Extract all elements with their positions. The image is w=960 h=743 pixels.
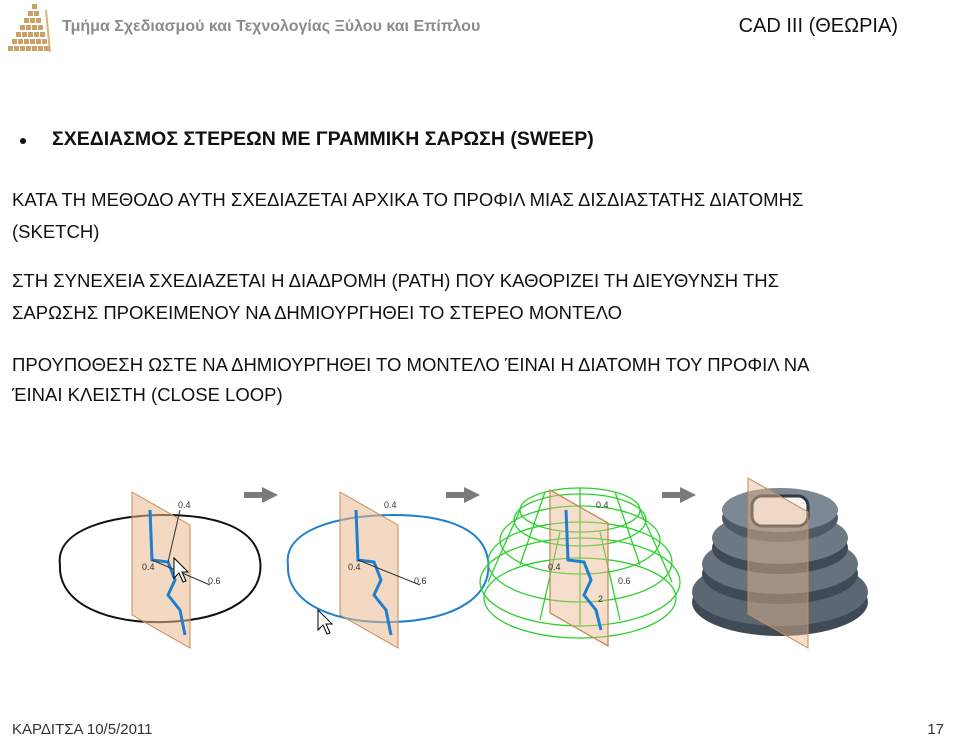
department-logo <box>6 2 58 58</box>
step-sketch <box>60 492 261 648</box>
slide-title: ΣΧΕΔΙΑΣΜΟΣ ΣΤΕΡΕΩΝ ΜΕ ΓΡΑΜΜΙΚΗ ΣΑΡΩΣΗ (SWEEP) <box>52 128 594 150</box>
paragraph-line: ΚΑΤΑ ΤΗ ΜΕΘΟΔΟ ΑΥΤΗ ΣΧΕΔΙΑΖΕΤΑΙ ΑΡΧΙΚΑ ΤΟ ΠΡΟΦΙΛ ΜΙΑΣ ΔΙΣΔΙΑΣΤΑΤΗΣ ΔΙΑΤΟΜΗΣ <box>12 189 804 210</box>
arrow-right-icon <box>662 487 696 503</box>
dim-label: 0.6 <box>208 576 221 586</box>
paragraph-condition <box>12 352 942 408</box>
page-number: 17 <box>927 721 944 738</box>
paragraph-line: (SKETCH) <box>12 221 100 242</box>
dim-label: 0.4 <box>596 500 609 510</box>
dim-label: 0.4 <box>548 562 561 572</box>
step-wireframe <box>480 488 680 646</box>
course-title: CAD III (ΘΕΩΡΙΑ) <box>738 15 898 37</box>
dim-label: 0.6 <box>618 576 631 586</box>
paragraph-line: ΣΤΗ ΣΥΝΕΧΕΙΑ ΣΧΕΔΙΑΖΕΤΑΙ Η ΔΙΑΔΡΟΜΗ (PATH) ΠΟΥ ΚΑΘΟΡΙΖΕΙ ΤΗ ΔΙΕΥΘΥΝΣΗ ΤΗΣ <box>12 270 780 291</box>
paragraph-method <box>12 187 942 245</box>
dim-label: 0.4 <box>384 500 397 510</box>
paragraph-line: ΈΙΝΑΙ ΚΛΕΙΣΤΗ (CLOSE LOOP) <box>12 384 283 405</box>
paragraph-line: ΠΡΟΥΠΟΘΕΣΗ ΩΣΤΕ ΝΑ ΔΗΜΙΟΥΡΓΗΘΕΙ ΤΟ ΜΟΝΤΕΛΟ ΈΙΝΑΙ Η ΔΙΑΤΟΜΗ ΤΟΥ ΠΡΟΦΙΛ ΝΑ <box>12 354 810 375</box>
bullet-icon <box>20 138 26 144</box>
arrow-right-icon <box>446 487 480 503</box>
paragraph-line: ΣΑΡΩΣΗΣ ΠΡΟΚΕΙΜΕΝΟΥ ΝΑ ΔΗΜΙΟΥΡΓΗΘΕΙ ΤΟ ΣΤΕΡΕΟ ΜΟΝΤΕΛΟ <box>12 302 622 323</box>
paragraph-path <box>12 268 942 326</box>
dim-label: 0.4 <box>142 562 155 572</box>
dim-label: 0.4 <box>348 562 361 572</box>
arrow-right-icon <box>244 487 278 503</box>
dim-label: 0.4 <box>178 500 191 510</box>
step-profile <box>288 492 489 648</box>
slide-header <box>0 0 960 62</box>
department-name: Τμήμα Σχεδιασμού και Τεχνολογίας Ξύλου και Επίπλου <box>62 18 481 35</box>
footer-place-date: ΚΑΡΔΙΤΣΑ 10/5/2011 <box>12 721 153 738</box>
step-solid-model <box>692 478 868 648</box>
sweep-process-figure <box>0 470 960 670</box>
dim-label: 2 <box>598 594 604 604</box>
dim-label: 0.6 <box>414 576 427 586</box>
